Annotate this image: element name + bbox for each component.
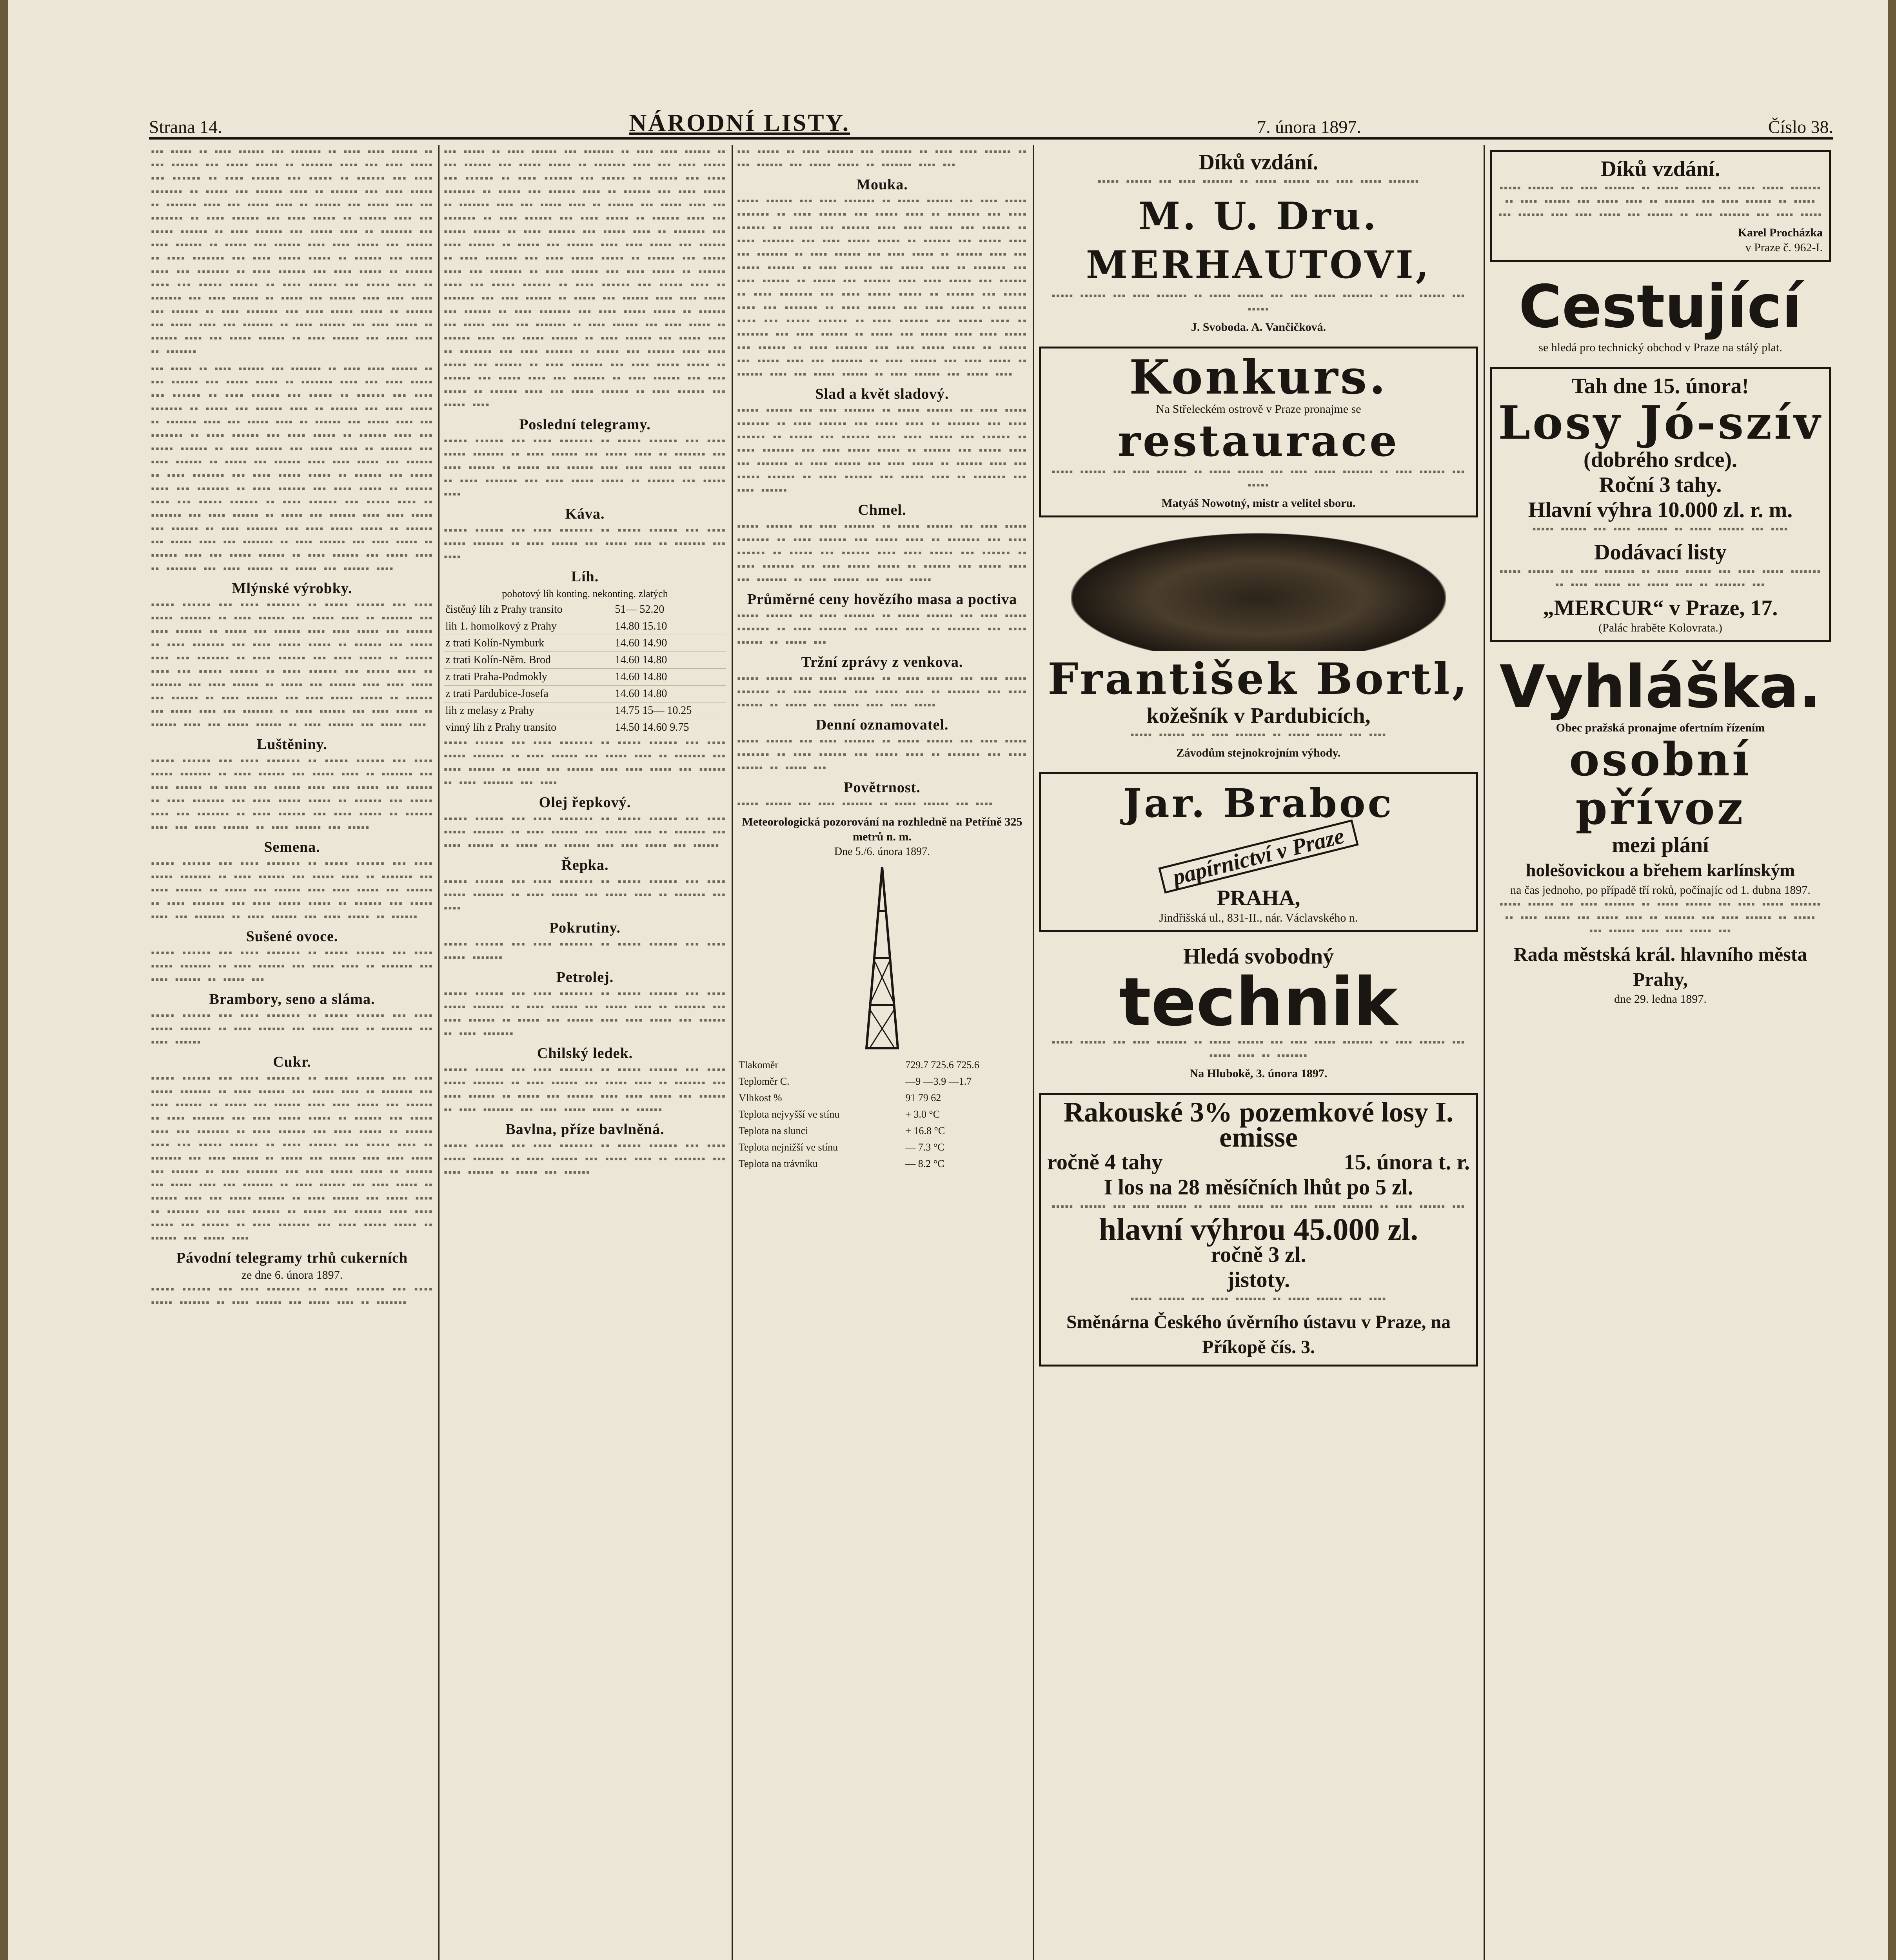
fur-illustration (1071, 533, 1446, 651)
section-heading: Chmel. (858, 502, 906, 518)
ad-location: holešovickou a břehem karlínským (1526, 860, 1795, 880)
ad-text: ▪▪▪▪▪ ▪▪▪▪▪▪ ▪▪▪ ▪▪▪▪ ▪▪▪▪▪▪▪ ▪▪ ▪▪▪▪▪ ▪▪▪▪▪▪ ▪▪▪ ▪▪▪▪ ▪▪▪▪▪ ▪▪▪▪▪▪▪ ▪▪ ▪▪▪▪ ▪▪▪▪▪▪ ▪▪▪ ▪▪▪▪▪ (1052, 290, 1466, 315)
scan-edge-right (1888, 0, 1896, 1960)
row-label: čistěný líh z Prahy transito (444, 601, 613, 618)
petrin-tower-illustration (823, 864, 941, 1052)
article-text: ▪▪▪▪▪ ▪▪▪▪▪▪ ▪▪▪ ▪▪▪▪ ▪▪▪▪▪▪▪ ▪▪ ▪▪▪▪▪ ▪▪▪▪▪▪ ▪▪▪ ▪▪▪▪ ▪▪▪▪▪ ▪▪▪▪▪▪▪ ▪▪ ▪▪▪▪ ▪▪▪▪▪▪ ▪▪▪ ▪▪▪▪▪ ▪▪▪▪ ▪▪ ▪▪▪▪▪▪▪ ▪▪▪ ▪▪▪▪ ▪▪▪▪▪▪ ▪▪ ▪▪▪▪▪ ▪▪▪ ▪▪▪▪▪▪ ▪▪▪▪ ▪▪▪▪ ▪▪▪▪▪ ▪▪▪ ▪▪▪▪▪▪ ▪▪ ▪▪▪▪ ▪▪▪▪▪▪▪ ▪▪▪ ▪▪▪▪ (444, 737, 726, 788)
ad-thanks-prochazka (1490, 150, 1831, 262)
column-3 (737, 145, 1027, 1960)
ad-pozemkove-losy (1039, 1093, 1478, 1367)
article-text: ▪▪▪▪▪ ▪▪▪▪▪▪ ▪▪▪ ▪▪▪▪ ▪▪▪▪▪▪▪ ▪▪ ▪▪▪▪▪ ▪▪▪▪▪▪ ▪▪▪ ▪▪▪▪ ▪▪▪▪▪ ▪▪▪▪▪▪▪ ▪▪ ▪▪▪▪ ▪▪▪▪▪▪ ▪▪▪ ▪▪▪▪▪ ▪▪▪▪ ▪▪ ▪▪▪▪▪▪▪ ▪▪▪ ▪▪▪▪ ▪▪▪▪▪▪ ▪▪ ▪▪▪▪▪ ▪▪▪ ▪▪▪▪▪▪ ▪▪▪▪ ▪▪▪▪ ▪▪▪▪▪ (737, 673, 1027, 711)
row-values: — 7.3 °C (905, 1142, 944, 1153)
meteo-date: Dne 5./6. února 1897. (834, 846, 930, 858)
ad-technik (1039, 939, 1478, 1086)
row-label: z trati Kolín-Nymburk (444, 635, 613, 652)
ad-city: PRAHA, (1217, 886, 1300, 910)
ad-name: František Bortl, (1048, 653, 1469, 704)
issue-number: Číslo 38. (1768, 117, 1833, 137)
row-label: vinný líh z Prahy transito (444, 719, 613, 736)
article-text: ▪▪▪▪▪ ▪▪▪▪▪▪ ▪▪▪ ▪▪▪▪ ▪▪▪▪▪▪▪ ▪▪ ▪▪▪▪▪ ▪▪▪▪▪▪ ▪▪▪ ▪▪▪▪ ▪▪▪▪▪ ▪▪▪▪▪▪▪ ▪▪ ▪▪▪▪ ▪▪▪▪▪▪ ▪▪▪ ▪▪▪▪▪ ▪▪▪▪ ▪▪ ▪▪▪▪▪▪▪ ▪▪▪ ▪▪▪▪ ▪▪▪▪▪▪ ▪▪ ▪▪▪▪▪ ▪▪▪ (151, 947, 433, 985)
section-heading: Poslední telegramy. (519, 416, 651, 433)
row-values: 91 79 62 (905, 1092, 941, 1103)
article-text: ▪▪▪▪▪ ▪▪▪▪▪▪ ▪▪▪ ▪▪▪▪ ▪▪▪▪▪▪▪ ▪▪ ▪▪▪▪▪ ▪▪▪▪▪▪ ▪▪▪ ▪▪▪▪ ▪▪▪▪▪ ▪▪▪▪▪▪▪ (444, 938, 726, 963)
ad-date: dne 29. ledna 1897. (1614, 993, 1707, 1005)
section-heading: Semena. (264, 839, 320, 855)
section-heading: Řepka. (561, 857, 609, 873)
ad-line: se hledá pro technický obchod v Praze na stálý plat. (1538, 341, 1782, 354)
table-row (444, 669, 726, 686)
ad-text: ▪▪▪▪▪ ▪▪▪▪▪▪ ▪▪▪ ▪▪▪▪ ▪▪▪▪▪▪▪ ▪▪ ▪▪▪▪▪ ▪▪▪▪▪▪ ▪▪▪ ▪▪▪▪ ▪▪▪▪▪ ▪▪▪▪▪▪▪ ▪▪ ▪▪▪▪ ▪▪▪▪▪▪ ▪▪▪ ▪▪▪▪▪ (1052, 466, 1466, 491)
lih-table-caption: pohotový líh konting. nekonting. zlatých (502, 588, 668, 599)
ad-text: ▪▪▪▪▪ ▪▪▪▪▪▪ ▪▪▪ ▪▪▪▪ ▪▪▪▪▪▪▪ ▪▪ ▪▪▪▪▪ ▪▪▪▪▪▪ ▪▪▪ ▪▪▪▪ (1532, 523, 1789, 535)
row-values: 14.75 15— 10.25 (613, 702, 726, 719)
ad-konkurs (1039, 347, 1478, 517)
ad-yearly: ročně 3 zl. (1211, 1243, 1306, 1267)
section-subheading: ze dne 6. února 1897. (241, 1269, 343, 1281)
ad-name: Jar. Braboc (1123, 780, 1394, 826)
row-values: 14.60 14.80 (613, 686, 726, 702)
ad-signature: Rada městská král. hlavního města Prahy, (1513, 943, 1807, 990)
row-label: Teplota nejvyšší ve stínu (739, 1109, 840, 1120)
ad-signature: J. Svoboda. A. Vančičková. (1191, 321, 1326, 334)
ad-text: ▪▪▪▪▪ ▪▪▪▪▪▪ ▪▪▪ ▪▪▪▪ ▪▪▪▪▪▪▪ ▪▪ ▪▪▪▪▪ ▪▪▪▪▪▪ ▪▪▪ ▪▪▪▪ ▪▪▪▪▪ ▪▪▪▪▪▪▪ ▪▪ ▪▪▪▪ ▪▪▪▪▪▪ ▪▪▪ ▪▪▪▪▪ ▪▪▪▪ ▪▪ ▪▪▪▪▪▪▪ ▪▪▪ ▪▪▪▪ ▪▪▪▪▪▪ ▪▪ ▪▪▪▪▪ ▪▪▪ ▪▪▪▪▪▪ ▪▪▪▪ ▪▪▪▪ ▪▪▪▪▪ ▪▪▪ ▪▪▪▪▪▪ ▪▪ ▪▪▪▪ ▪▪▪▪▪▪▪ ▪▪▪ ▪▪▪▪ ▪▪▪▪▪ (1498, 182, 1823, 220)
page-number: Strana 14. (149, 117, 222, 137)
ad-text: ▪▪▪▪▪ ▪▪▪▪▪▪ ▪▪▪ ▪▪▪▪ ▪▪▪▪▪▪▪ ▪▪ ▪▪▪▪▪ ▪▪▪▪▪▪ ▪▪▪ ▪▪▪▪ ▪▪▪▪▪ ▪▪▪▪▪▪▪ ▪▪ ▪▪▪▪ ▪▪▪▪▪▪ ▪▪▪ ▪▪▪▪▪ ▪▪▪▪ ▪▪ ▪▪▪▪▪▪▪ ▪▪▪ ▪▪▪▪ ▪▪▪▪▪▪ ▪▪ ▪▪▪▪▪ ▪▪▪ ▪▪▪▪▪▪ ▪▪▪▪ ▪▪▪▪ ▪▪▪▪▪ ▪▪▪ (1499, 898, 1822, 936)
column-4 (1039, 145, 1478, 1960)
column-rule (732, 145, 733, 1960)
row-label: Teploměr C. (739, 1076, 790, 1087)
ad-vyhlaska (1490, 649, 1831, 1011)
ad-text: ▪▪▪▪▪ ▪▪▪▪▪▪ ▪▪▪ ▪▪▪▪ ▪▪▪▪▪▪▪ ▪▪ ▪▪▪▪▪ ▪▪▪▪▪▪ ▪▪▪ ▪▪▪▪ (1130, 729, 1387, 740)
row-values: 729.7 725.6 725.6 (905, 1059, 979, 1071)
ad-prize: Hlavní výhra 10.000 zl. r. m. (1528, 498, 1793, 522)
section-heading: Denní oznamovatel. (815, 717, 949, 733)
ad-big-text: technik (1119, 964, 1398, 1041)
row-values: —9 —3.9 —1.7 (905, 1076, 972, 1087)
article-text: ▪▪▪▪▪ ▪▪▪▪▪▪ ▪▪▪ ▪▪▪▪ ▪▪▪▪▪▪▪ ▪▪ ▪▪▪▪▪ ▪▪▪▪▪▪ ▪▪▪ ▪▪▪▪ ▪▪▪▪▪ ▪▪▪▪▪▪▪ ▪▪ ▪▪▪▪ ▪▪▪▪▪▪ ▪▪▪ ▪▪▪▪▪ ▪▪▪▪ ▪▪ ▪▪▪▪▪▪▪ ▪▪▪ ▪▪▪▪ ▪▪▪▪▪▪ ▪▪ ▪▪▪▪▪ ▪▪▪ ▪▪▪▪▪▪ ▪▪▪▪ ▪▪▪▪ ▪▪▪▪▪ ▪▪▪ ▪▪▪▪▪▪ ▪▪ ▪▪▪▪ ▪▪▪▪▪▪▪ ▪▪▪ ▪▪▪▪ ▪▪▪▪▪ ▪▪▪▪▪ ▪▪ ▪▪▪▪▪▪ ▪▪▪ ▪▪▪▪▪ ▪▪▪▪ ▪▪▪ ▪▪▪▪▪▪▪ ▪▪ ▪▪▪▪ ▪▪▪▪▪▪ ▪▪▪ ▪▪▪▪ ▪▪▪▪▪ ▪▪ ▪▪▪▪▪▪ ▪▪▪▪ ▪▪▪ ▪▪▪▪▪ ▪▪▪▪▪▪ ▪▪ ▪▪▪▪ ▪▪▪▪▪▪ ▪▪▪ ▪▪▪▪▪ ▪▪▪▪ ▪▪ ▪▪▪▪▪▪▪ ▪▪▪ ▪▪▪▪ ▪▪▪▪▪▪ ▪▪ ▪▪▪▪▪ ▪▪▪ ▪▪▪▪▪▪ ▪▪▪▪ ▪▪▪▪ ▪▪▪▪▪ ▪▪▪ ▪▪▪▪▪▪ ▪▪ ▪▪▪▪ ▪▪▪▪▪▪▪ ▪▪▪ ▪▪▪▪ ▪▪▪▪▪ ▪▪▪▪▪ ▪▪ ▪▪▪▪▪▪ ▪▪▪ ▪▪▪▪▪ ▪▪▪▪ ▪▪▪ ▪▪▪▪▪▪▪ ▪▪ ▪▪▪▪ ▪▪▪▪▪▪ ▪▪▪ ▪▪▪▪ ▪▪▪▪▪ ▪▪ ▪▪▪▪▪▪ ▪▪▪▪ ▪▪▪ ▪▪▪▪▪ ▪▪▪▪▪▪ ▪▪ ▪▪▪▪ ▪▪▪▪▪▪ ▪▪▪ ▪▪▪▪▪ ▪▪▪▪ ▪▪ ▪▪▪▪▪▪▪ ▪▪▪ ▪▪▪▪ ▪▪▪▪▪▪ ▪▪ ▪▪▪▪▪ ▪▪▪ ▪▪▪▪▪▪ ▪▪▪▪ ▪▪▪▪ ▪▪▪▪▪ ▪▪▪ ▪▪▪▪▪▪ ▪▪ ▪▪▪▪ ▪▪▪▪▪▪▪ ▪▪▪ ▪▪▪▪ ▪▪▪▪▪ ▪▪▪▪▪ ▪▪ ▪▪▪▪▪▪ ▪▪▪ ▪▪▪▪▪ ▪▪▪▪ (151, 1073, 433, 1244)
market-report-text: ▪▪▪ ▪▪▪▪▪ ▪▪ ▪▪▪▪ ▪▪▪▪▪▪ ▪▪▪ ▪▪▪▪▪▪▪ ▪▪ ▪▪▪▪ ▪▪▪▪ ▪▪▪▪▪▪ ▪▪ ▪▪▪ ▪▪▪▪▪▪ ▪▪▪ ▪▪▪▪▪ ▪▪▪▪▪ ▪▪ ▪▪▪▪▪▪▪ ▪▪▪▪ ▪▪▪ ▪▪▪▪ ▪▪▪▪▪ ▪▪▪ ▪▪▪▪▪▪ ▪▪ ▪▪▪▪ ▪▪▪▪▪▪ ▪▪▪ ▪▪▪▪▪ ▪▪ ▪▪▪▪▪▪ ▪▪▪ ▪▪▪▪ ▪▪▪▪▪▪▪ ▪▪ ▪▪▪▪▪ ▪▪▪ ▪▪▪▪▪▪ ▪▪▪▪ ▪▪ ▪▪▪▪▪▪ ▪▪▪ ▪▪▪▪ ▪▪▪▪▪ ▪▪ ▪▪▪▪▪▪▪ ▪▪▪▪ ▪▪▪ ▪▪▪▪▪ ▪▪▪▪ ▪▪ ▪▪▪▪▪▪ ▪▪▪ ▪▪▪▪▪ ▪▪▪▪ ▪▪▪ ▪▪▪▪▪▪▪ ▪▪ ▪▪▪▪ ▪▪▪▪▪▪ ▪▪▪ ▪▪▪▪ ▪▪▪▪▪ ▪▪ ▪▪▪▪▪▪ ▪▪▪▪ ▪▪▪ ▪▪▪▪▪ ▪▪▪▪▪▪ ▪▪ ▪▪▪▪ ▪▪▪▪▪▪ ▪▪▪ ▪▪▪▪▪ ▪▪▪▪ ▪▪ ▪▪▪▪▪▪▪ ▪▪▪ ▪▪▪▪ ▪▪▪▪▪▪ ▪▪ ▪▪▪▪▪ ▪▪▪ ▪▪▪▪▪▪ ▪▪▪▪ ▪▪▪▪ ▪▪▪▪▪ ▪▪▪ ▪▪▪▪▪▪ ▪▪ ▪▪▪▪ ▪▪▪▪▪▪▪ ▪▪▪ ▪▪▪▪ ▪▪▪▪▪ ▪▪▪▪▪ ▪▪ ▪▪▪▪▪▪ ▪▪▪ ▪▪▪▪▪ ▪▪▪▪ ▪▪▪ ▪▪▪▪▪▪▪ ▪▪ ▪▪▪▪ ▪▪▪▪▪▪ ▪▪▪ ▪▪▪▪ ▪▪▪▪▪ ▪▪ ▪▪▪▪▪▪ ▪▪▪▪ ▪▪▪ ▪▪▪▪▪ ▪▪▪▪▪▪ ▪▪ ▪▪▪▪ ▪▪▪▪▪▪ ▪▪▪ ▪▪▪▪▪ ▪▪▪▪ ▪▪ ▪▪▪▪▪▪▪ ▪▪▪ ▪▪▪▪ ▪▪▪▪▪▪ ▪▪ ▪▪▪▪▪ ▪▪▪ ▪▪▪▪▪▪ ▪▪▪▪ ▪▪▪▪ ▪▪▪▪▪ ▪▪▪ ▪▪▪▪▪▪ ▪▪ ▪▪▪▪ ▪▪▪▪▪▪▪ ▪▪▪ ▪▪▪▪ ▪▪▪▪▪ ▪▪▪▪▪ ▪▪ ▪▪▪▪▪▪ ▪▪▪ ▪▪▪▪▪ ▪▪▪▪ ▪▪▪ ▪▪▪▪▪▪▪ ▪▪ ▪▪▪▪ ▪▪▪▪▪▪ ▪▪▪ ▪▪▪▪ ▪▪▪▪▪ ▪▪ ▪▪▪▪▪▪ ▪▪▪▪ ▪▪▪ ▪▪▪▪▪ ▪▪▪▪▪▪ ▪▪ ▪▪▪▪ ▪▪▪▪▪▪ ▪▪▪ ▪▪▪▪▪ ▪▪▪▪ ▪▪ ▪▪▪▪▪▪▪ ▪▪▪ ▪▪▪▪ ▪▪▪▪▪▪ ▪▪ ▪▪▪▪▪ ▪▪▪ ▪▪▪▪▪▪ ▪▪▪▪ (151, 363, 433, 574)
section-heading: Průměrné ceny hovězího masa a poctiva (747, 591, 1017, 608)
ad-text: ▪▪▪▪▪ ▪▪▪▪▪▪ ▪▪▪ ▪▪▪▪ ▪▪▪▪▪▪▪ ▪▪ ▪▪▪▪▪ ▪▪▪▪▪▪ ▪▪▪ ▪▪▪▪ (1130, 1293, 1387, 1305)
ad-row (1047, 1150, 1470, 1175)
column-5 (1490, 145, 1831, 1960)
table-row (737, 1073, 1027, 1090)
market-report-text: ▪▪▪ ▪▪▪▪▪ ▪▪ ▪▪▪▪ ▪▪▪▪▪▪ ▪▪▪ ▪▪▪▪▪▪▪ ▪▪ ▪▪▪▪ ▪▪▪▪ ▪▪▪▪▪▪ ▪▪ ▪▪▪ ▪▪▪▪▪▪ ▪▪▪ ▪▪▪▪▪ ▪▪▪▪▪ ▪▪ ▪▪▪▪▪▪▪ ▪▪▪▪ ▪▪▪ ▪▪▪▪ ▪▪▪▪▪ ▪▪▪ ▪▪▪▪▪▪ ▪▪ ▪▪▪▪ ▪▪▪▪▪▪ ▪▪▪ ▪▪▪▪▪ ▪▪ ▪▪▪▪▪▪ ▪▪▪ ▪▪▪▪ ▪▪▪▪▪▪▪ ▪▪ ▪▪▪▪▪ ▪▪▪ ▪▪▪▪▪▪ ▪▪▪▪ ▪▪ ▪▪▪▪▪▪ ▪▪▪ ▪▪▪▪ ▪▪▪▪▪ ▪▪ ▪▪▪▪▪▪▪ ▪▪▪▪ ▪▪▪ ▪▪▪▪▪ ▪▪▪▪ ▪▪ ▪▪▪▪▪▪ ▪▪▪ ▪▪▪▪▪ ▪▪▪▪ ▪▪▪ ▪▪▪▪▪▪▪ ▪▪ ▪▪▪▪ ▪▪▪▪▪▪ ▪▪▪ ▪▪▪▪ ▪▪▪▪▪ ▪▪ ▪▪▪▪▪▪ ▪▪▪▪ ▪▪▪ ▪▪▪▪▪ ▪▪▪▪▪▪ ▪▪ ▪▪▪▪ ▪▪▪▪▪▪ ▪▪▪ ▪▪▪▪▪ ▪▪▪▪ ▪▪ ▪▪▪▪▪▪▪ ▪▪▪ ▪▪▪▪ ▪▪▪▪▪▪ ▪▪ ▪▪▪▪▪ ▪▪▪ ▪▪▪▪▪▪ ▪▪▪▪ ▪▪▪▪ ▪▪▪▪▪ ▪▪▪ ▪▪▪▪▪▪ ▪▪ ▪▪▪▪ ▪▪▪▪▪▪▪ ▪▪▪ ▪▪▪▪ ▪▪▪▪▪ ▪▪▪▪▪ ▪▪ ▪▪▪▪▪▪ ▪▪▪ ▪▪▪▪▪ ▪▪▪▪ ▪▪▪ ▪▪▪▪▪▪▪ ▪▪ ▪▪▪▪ ▪▪▪▪▪▪ ▪▪▪ ▪▪▪▪ ▪▪▪▪▪ ▪▪ ▪▪▪▪▪▪ ▪▪▪▪ ▪▪▪ ▪▪▪▪▪ ▪▪▪▪▪▪ ▪▪ ▪▪▪▪ ▪▪▪▪▪▪ ▪▪▪ ▪▪▪▪▪ ▪▪▪▪ ▪▪ ▪▪▪▪▪▪▪ ▪▪▪ ▪▪▪▪ ▪▪▪▪▪▪ ▪▪ ▪▪▪▪▪ ▪▪▪ ▪▪▪▪▪▪ ▪▪▪▪ ▪▪▪▪ ▪▪▪▪▪ ▪▪▪ ▪▪▪▪▪▪ ▪▪ ▪▪▪▪ ▪▪▪▪▪▪▪ ▪▪▪ ▪▪▪▪ ▪▪▪▪▪ ▪▪▪▪▪ ▪▪ ▪▪▪▪▪▪ ▪▪▪ ▪▪▪▪▪ ▪▪▪▪ ▪▪▪ ▪▪▪▪▪▪▪ ▪▪ ▪▪▪▪ ▪▪▪▪▪▪ ▪▪▪ ▪▪▪▪ ▪▪▪▪▪ ▪▪ ▪▪▪▪▪▪ ▪▪▪▪ ▪▪▪ ▪▪▪▪▪ ▪▪▪▪▪▪ ▪▪ ▪▪▪▪ ▪▪▪▪▪▪ ▪▪▪ ▪▪▪▪▪ ▪▪▪▪ ▪▪ ▪▪▪▪▪▪▪ (151, 146, 433, 357)
newspaper-title: NÁRODNÍ LISTY. (629, 110, 850, 136)
ad-thanks-merhaut (1039, 150, 1478, 339)
row-label: lih 1. homolkový z Prahy (444, 618, 613, 635)
section-heading: Sušené ovoce. (246, 928, 338, 945)
row-label: z trati Kolín-Něm. Brod (444, 652, 613, 669)
section-heading: Pokrutiny. (549, 920, 621, 936)
article-text: ▪▪▪▪▪ ▪▪▪▪▪▪ ▪▪▪ ▪▪▪▪ ▪▪▪▪▪▪▪ ▪▪ ▪▪▪▪▪ ▪▪▪▪▪▪ ▪▪▪ ▪▪▪▪ (737, 798, 993, 809)
ad-signature: Matyáš Nowotný, mistr a velitel sboru. (1161, 497, 1356, 510)
article-text: ▪▪▪▪▪ ▪▪▪▪▪▪ ▪▪▪ ▪▪▪▪ ▪▪▪▪▪▪▪ ▪▪ ▪▪▪▪▪ ▪▪▪▪▪▪ ▪▪▪ ▪▪▪▪ ▪▪▪▪▪ ▪▪▪▪▪▪▪ ▪▪ ▪▪▪▪ ▪▪▪▪▪▪ ▪▪▪ ▪▪▪▪▪ ▪▪▪▪ ▪▪ ▪▪▪▪▪▪▪ ▪▪▪ ▪▪▪▪ ▪▪▪▪▪▪ ▪▪ ▪▪▪▪▪ ▪▪▪ (737, 735, 1027, 773)
article-text: ▪▪▪▪▪ ▪▪▪▪▪▪ ▪▪▪ ▪▪▪▪ ▪▪▪▪▪▪▪ ▪▪ ▪▪▪▪▪ ▪▪▪▪▪▪ ▪▪▪ ▪▪▪▪ ▪▪▪▪▪ ▪▪▪▪▪▪▪ ▪▪ ▪▪▪▪ ▪▪▪▪▪▪ ▪▪▪ ▪▪▪▪▪ ▪▪▪▪ ▪▪ ▪▪▪▪▪▪▪ (151, 1283, 433, 1308)
section-heading: Petrolej. (556, 969, 614, 985)
row-values: 51— 52.20 (613, 601, 726, 618)
ad-price: Roční 3 tahy. (1599, 473, 1722, 497)
ad-name: M. U. Dru. MERHAUTOVI, (1086, 194, 1431, 287)
column-rule (438, 145, 439, 1960)
row-values: 14.60 14.80 (613, 652, 726, 669)
section-heading: Bavlna, příze bavlněná. (505, 1121, 665, 1138)
row-values: + 3.0 °C (905, 1109, 940, 1120)
ad-city: v Praze č. 962-I. (1745, 241, 1823, 254)
article-text: ▪▪▪▪▪ ▪▪▪▪▪▪ ▪▪▪ ▪▪▪▪ ▪▪▪▪▪▪▪ ▪▪ ▪▪▪▪▪ ▪▪▪▪▪▪ ▪▪▪ ▪▪▪▪ ▪▪▪▪▪ ▪▪▪▪▪▪▪ ▪▪ ▪▪▪▪ ▪▪▪▪▪▪ ▪▪▪ ▪▪▪▪▪ ▪▪▪▪ ▪▪ ▪▪▪▪▪▪▪ ▪▪▪ ▪▪▪▪ ▪▪▪▪▪▪ ▪▪ ▪▪▪▪▪ ▪▪▪ ▪▪▪▪▪▪ ▪▪▪▪ ▪▪▪▪ ▪▪▪▪▪ ▪▪▪ ▪▪▪▪▪▪ ▪▪ ▪▪▪▪ ▪▪▪▪▪▪▪ ▪▪▪ ▪▪▪▪ ▪▪▪▪▪ ▪▪▪▪▪ ▪▪ ▪▪▪▪▪▪ (444, 1064, 726, 1115)
article-text: ▪▪▪▪▪ ▪▪▪▪▪▪ ▪▪▪ ▪▪▪▪ ▪▪▪▪▪▪▪ ▪▪ ▪▪▪▪▪ ▪▪▪▪▪▪ ▪▪▪ ▪▪▪▪ ▪▪▪▪▪ ▪▪▪▪▪▪▪ ▪▪ ▪▪▪▪ ▪▪▪▪▪▪ ▪▪▪ ▪▪▪▪▪ ▪▪▪▪ ▪▪ ▪▪▪▪▪▪▪ ▪▪▪ ▪▪▪▪ (444, 876, 726, 914)
section-heading: Chilský ledek. (537, 1045, 633, 1062)
column-1 (151, 145, 433, 1960)
table-row (444, 601, 726, 618)
ad-title: Vyhláška. (1499, 653, 1822, 721)
meteo-table (737, 1057, 1027, 1172)
article-text: ▪▪▪▪▪ ▪▪▪▪▪▪ ▪▪▪ ▪▪▪▪ ▪▪▪▪▪▪▪ ▪▪ ▪▪▪▪▪ ▪▪▪▪▪▪ ▪▪▪ ▪▪▪▪ ▪▪▪▪▪ ▪▪▪▪▪▪▪ ▪▪ ▪▪▪▪ ▪▪▪▪▪▪ ▪▪▪ ▪▪▪▪▪ ▪▪▪▪ ▪▪ ▪▪▪▪▪▪▪ ▪▪▪ ▪▪▪▪ (444, 524, 726, 563)
ad-heading: Konkurs. (1129, 350, 1388, 405)
ad-title: Rakouské 3% pozemkové losy I. emisse (1063, 1096, 1454, 1153)
row-label: Vlhkost % (739, 1092, 782, 1103)
ad-line: Závodům stejnokrojním výhody. (1176, 746, 1341, 759)
row-label: Teplota nejnižší ve stínu (739, 1142, 838, 1153)
issue-date: 7. února 1897. (1257, 117, 1361, 137)
ad-address: Jindřišská ul., 831-II., nár. Václavského n. (1159, 911, 1358, 924)
ad-footer: Směnárna Českého úvěrního ústavu v Praze, na Příkopě čís. 3. (1066, 1312, 1451, 1357)
column-2 (444, 145, 726, 1960)
row-values: 14.60 14.90 (613, 635, 726, 652)
row-label: z trati Praha-Podmokly (444, 669, 613, 686)
row-label: Tlakoměr (739, 1059, 779, 1071)
section-heading: Luštěniny. (256, 736, 328, 753)
article-text: ▪▪▪▪▪ ▪▪▪▪▪▪ ▪▪▪ ▪▪▪▪ ▪▪▪▪▪▪▪ ▪▪ ▪▪▪▪▪ ▪▪▪▪▪▪ ▪▪▪ ▪▪▪▪ ▪▪▪▪▪ ▪▪▪▪▪▪▪ ▪▪ ▪▪▪▪ ▪▪▪▪▪▪ ▪▪▪ ▪▪▪▪▪ ▪▪▪▪ ▪▪ ▪▪▪▪▪▪▪ ▪▪▪ ▪▪▪▪ ▪▪▪▪▪▪ (151, 1010, 433, 1048)
column-rule (1484, 145, 1485, 1960)
row-values: — 8.2 °C (905, 1158, 944, 1169)
ad-prize: hlavní výhrou 45.000 zl. (1099, 1212, 1418, 1247)
table-row (444, 686, 726, 702)
article-text: ▪▪▪▪▪ ▪▪▪▪▪▪ ▪▪▪ ▪▪▪▪ ▪▪▪▪▪▪▪ ▪▪ ▪▪▪▪▪ ▪▪▪▪▪▪ ▪▪▪ ▪▪▪▪ ▪▪▪▪▪ ▪▪▪▪▪▪▪ ▪▪ ▪▪▪▪ ▪▪▪▪▪▪ ▪▪▪ ▪▪▪▪▪ ▪▪▪▪ ▪▪ ▪▪▪▪▪▪▪ ▪▪▪ ▪▪▪▪ ▪▪▪▪▪▪ ▪▪ ▪▪▪▪▪ ▪▪▪ ▪▪▪▪▪▪ ▪▪▪▪ ▪▪▪▪ ▪▪▪▪▪ ▪▪▪ ▪▪▪▪▪▪ ▪▪ ▪▪▪▪ ▪▪▪▪▪▪▪ ▪▪▪ ▪▪▪▪ ▪▪▪▪▪ ▪▪▪▪▪ ▪▪ ▪▪▪▪▪▪ ▪▪▪ ▪▪▪▪▪ ▪▪▪▪ ▪▪▪ ▪▪▪▪▪▪▪ ▪▪ ▪▪▪▪ ▪▪▪▪▪▪ ▪▪▪ ▪▪▪▪ ▪▪▪▪▪ ▪▪ ▪▪▪▪▪▪ ▪▪▪▪ ▪▪▪ ▪▪▪▪▪ ▪▪▪▪▪▪ ▪▪ ▪▪▪▪ ▪▪▪▪▪▪ ▪▪▪ ▪▪▪▪▪ ▪▪▪▪ ▪▪ ▪▪▪▪▪▪▪ ▪▪▪ ▪▪▪▪ ▪▪▪▪▪▪ (737, 405, 1027, 496)
article-text: ▪▪▪▪▪ ▪▪▪▪▪▪ ▪▪▪ ▪▪▪▪ ▪▪▪▪▪▪▪ ▪▪ ▪▪▪▪▪ ▪▪▪▪▪▪ ▪▪▪ ▪▪▪▪ ▪▪▪▪▪ ▪▪▪▪▪▪▪ ▪▪ ▪▪▪▪ ▪▪▪▪▪▪ ▪▪▪ ▪▪▪▪▪ ▪▪▪▪ ▪▪ ▪▪▪▪▪▪▪ ▪▪▪ ▪▪▪▪ ▪▪▪▪▪▪ ▪▪ ▪▪▪▪▪ ▪▪▪ ▪▪▪▪▪▪ ▪▪▪▪ ▪▪▪▪ ▪▪▪▪▪ ▪▪▪ ▪▪▪▪▪▪ (444, 813, 726, 851)
article-text: ▪▪▪▪▪ ▪▪▪▪▪▪ ▪▪▪ ▪▪▪▪ ▪▪▪▪▪▪▪ ▪▪ ▪▪▪▪▪ ▪▪▪▪▪▪ ▪▪▪ ▪▪▪▪ ▪▪▪▪▪ ▪▪▪▪▪▪▪ ▪▪ ▪▪▪▪ ▪▪▪▪▪▪ ▪▪▪ ▪▪▪▪▪ ▪▪▪▪ ▪▪ ▪▪▪▪▪▪▪ ▪▪▪ ▪▪▪▪ ▪▪▪▪▪▪ ▪▪ ▪▪▪▪▪ ▪▪▪ ▪▪▪▪▪▪ ▪▪▪▪ ▪▪▪▪ ▪▪▪▪▪ ▪▪▪ ▪▪▪▪▪▪ ▪▪ ▪▪▪▪ ▪▪▪▪▪▪▪ ▪▪▪ ▪▪▪▪ ▪▪▪▪▪ ▪▪▪▪▪ ▪▪ ▪▪▪▪▪▪ ▪▪▪ ▪▪▪▪▪ ▪▪▪▪ ▪▪▪ ▪▪▪▪▪▪▪ ▪▪ ▪▪▪▪ ▪▪▪▪▪▪ ▪▪▪ ▪▪▪▪ ▪▪▪▪▪ ▪▪ ▪▪▪▪▪▪ ▪▪▪▪ ▪▪▪ ▪▪▪▪▪ ▪▪▪▪▪▪ ▪▪ ▪▪▪▪ ▪▪▪▪▪▪ ▪▪▪ ▪▪▪▪▪ ▪▪▪▪ ▪▪ ▪▪▪▪▪▪▪ ▪▪▪ ▪▪▪▪ ▪▪▪▪▪▪ ▪▪ ▪▪▪▪▪ ▪▪▪ ▪▪▪▪▪▪ ▪▪▪▪ ▪▪▪▪ ▪▪▪▪▪ ▪▪▪ ▪▪▪▪▪▪ ▪▪ ▪▪▪▪ ▪▪▪▪▪▪▪ ▪▪▪ ▪▪▪▪ ▪▪▪▪▪ ▪▪▪▪▪ ▪▪ ▪▪▪▪▪▪ ▪▪▪ ▪▪▪▪▪ ▪▪▪▪ ▪▪▪ ▪▪▪▪▪▪▪ ▪▪ ▪▪▪▪ ▪▪▪▪▪▪ ▪▪▪ ▪▪▪▪ ▪▪▪▪▪ ▪▪ ▪▪▪▪▪▪ ▪▪▪▪ ▪▪▪ ▪▪▪▪▪ ▪▪▪▪▪▪ ▪▪ ▪▪▪▪ ▪▪▪▪▪▪ ▪▪▪ ▪▪▪▪▪ ▪▪▪▪ ▪▪ ▪▪▪▪▪▪▪ ▪▪▪ ▪▪▪▪ ▪▪▪▪▪▪ ▪▪ ▪▪▪▪▪ ▪▪▪ ▪▪▪▪▪▪ ▪▪▪▪ ▪▪▪▪ ▪▪▪▪▪ ▪▪▪ ▪▪▪▪▪▪ ▪▪ ▪▪▪▪ ▪▪▪▪▪▪▪ ▪▪▪ ▪▪▪▪ ▪▪▪▪▪ ▪▪▪▪▪ ▪▪ ▪▪▪▪▪▪ ▪▪▪ ▪▪▪▪▪ ▪▪▪▪ ▪▪▪ ▪▪▪▪▪▪▪ ▪▪ ▪▪▪▪ ▪▪▪▪▪▪ ▪▪▪ ▪▪▪▪ ▪▪▪▪▪ ▪▪ ▪▪▪▪▪▪ ▪▪▪▪ ▪▪▪ ▪▪▪▪▪ ▪▪▪▪▪▪ ▪▪ ▪▪▪▪ ▪▪▪▪▪▪ ▪▪▪ ▪▪▪▪▪ ▪▪▪▪ (737, 195, 1027, 380)
article-text: ▪▪▪▪▪ ▪▪▪▪▪▪ ▪▪▪ ▪▪▪▪ ▪▪▪▪▪▪▪ ▪▪ ▪▪▪▪▪ ▪▪▪▪▪▪ ▪▪▪ ▪▪▪▪ ▪▪▪▪▪ ▪▪▪▪▪▪▪ ▪▪ ▪▪▪▪ ▪▪▪▪▪▪ ▪▪▪ ▪▪▪▪▪ ▪▪▪▪ ▪▪ ▪▪▪▪▪▪▪ ▪▪▪ ▪▪▪▪ ▪▪▪▪▪▪ ▪▪ ▪▪▪▪▪ ▪▪▪ ▪▪▪▪▪▪ ▪▪▪▪ ▪▪▪▪ ▪▪▪▪▪ ▪▪▪ ▪▪▪▪▪▪ ▪▪ ▪▪▪▪ ▪▪▪▪▪▪▪ ▪▪▪ ▪▪▪▪ ▪▪▪▪▪ ▪▪▪▪▪ ▪▪ ▪▪▪▪▪▪ ▪▪▪ ▪▪▪▪▪ ▪▪▪▪ ▪▪▪ ▪▪▪▪▪▪▪ ▪▪ ▪▪▪▪ ▪▪▪▪▪▪ ▪▪▪ ▪▪▪▪ ▪▪▪▪▪ (737, 521, 1027, 585)
table-row (444, 719, 726, 736)
ad-right: 15. února t. r. (1344, 1150, 1470, 1174)
article-text: ▪▪▪▪▪ ▪▪▪▪▪▪ ▪▪▪ ▪▪▪▪ ▪▪▪▪▪▪▪ ▪▪ ▪▪▪▪▪ ▪▪▪▪▪▪ ▪▪▪ ▪▪▪▪ ▪▪▪▪▪ ▪▪▪▪▪▪▪ ▪▪ ▪▪▪▪ ▪▪▪▪▪▪ ▪▪▪ ▪▪▪▪▪ ▪▪▪▪ ▪▪ ▪▪▪▪▪▪▪ ▪▪▪ ▪▪▪▪ ▪▪▪▪▪▪ ▪▪ ▪▪▪▪▪ ▪▪▪ ▪▪▪▪▪▪ (444, 1140, 726, 1178)
section-heading: Cukr. (273, 1054, 311, 1070)
scan-edge-left (0, 0, 8, 1960)
row-values: 14.80 15.10 (613, 618, 726, 635)
table-row (737, 1057, 1027, 1073)
article-text: ▪▪▪▪▪ ▪▪▪▪▪▪ ▪▪▪ ▪▪▪▪ ▪▪▪▪▪▪▪ ▪▪ ▪▪▪▪▪ ▪▪▪▪▪▪ ▪▪▪ ▪▪▪▪ ▪▪▪▪▪ ▪▪▪▪▪▪▪ ▪▪ ▪▪▪▪ ▪▪▪▪▪▪ ▪▪▪ ▪▪▪▪▪ ▪▪▪▪ ▪▪ ▪▪▪▪▪▪▪ ▪▪▪ ▪▪▪▪ ▪▪▪▪▪▪ ▪▪ ▪▪▪▪▪ ▪▪▪ ▪▪▪▪▪▪ ▪▪▪▪ ▪▪▪▪ ▪▪▪▪▪ ▪▪▪ ▪▪▪▪▪▪ ▪▪ ▪▪▪▪ ▪▪▪▪▪▪▪ ▪▪▪ ▪▪▪▪ ▪▪▪▪▪ ▪▪▪▪▪ ▪▪ ▪▪▪▪▪▪ ▪▪▪ ▪▪▪▪▪ ▪▪▪▪ ▪▪▪ ▪▪▪▪▪▪▪ ▪▪ ▪▪▪▪ ▪▪▪▪▪▪ ▪▪▪ ▪▪▪▪ ▪▪▪▪▪ ▪▪ ▪▪▪▪▪▪ ▪▪▪▪ ▪▪▪ ▪▪▪▪▪ ▪▪▪▪▪▪ ▪▪ ▪▪▪▪ ▪▪▪▪▪▪ ▪▪▪ ▪▪▪▪▪ (151, 755, 433, 833)
table-row (444, 702, 726, 719)
ad-text: ▪▪▪▪▪ ▪▪▪▪▪▪ ▪▪▪ ▪▪▪▪ ▪▪▪▪▪▪▪ ▪▪ ▪▪▪▪▪ ▪▪▪▪▪▪ ▪▪▪ ▪▪▪▪ ▪▪▪▪▪ ▪▪▪▪▪▪▪ (1097, 176, 1420, 187)
table-row (737, 1123, 1027, 1139)
ad-losy-joszív (1490, 367, 1831, 642)
ad-text: ▪▪▪▪▪ ▪▪▪▪▪▪ ▪▪▪ ▪▪▪▪ ▪▪▪▪▪▪▪ ▪▪ ▪▪▪▪▪ ▪▪▪▪▪▪ ▪▪▪ ▪▪▪▪ ▪▪▪▪▪ ▪▪▪▪▪▪▪ ▪▪ ▪▪▪▪ ▪▪▪▪▪▪ ▪▪▪ ▪▪▪▪▪ ▪▪▪▪ ▪▪ ▪▪▪▪▪▪▪ (1052, 1036, 1466, 1061)
section-heading: Tržní zprávy z venkova. (801, 654, 963, 670)
ad-cestujici (1490, 269, 1831, 360)
section-heading: Povětrnost. (844, 779, 921, 796)
article-text: ▪▪▪▪▪ ▪▪▪▪▪▪ ▪▪▪ ▪▪▪▪ ▪▪▪▪▪▪▪ ▪▪ ▪▪▪▪▪ ▪▪▪▪▪▪ ▪▪▪ ▪▪▪▪ ▪▪▪▪▪ ▪▪▪▪▪▪▪ ▪▪ ▪▪▪▪ ▪▪▪▪▪▪ ▪▪▪ ▪▪▪▪▪ ▪▪▪▪ ▪▪ ▪▪▪▪▪▪▪ ▪▪▪ ▪▪▪▪ ▪▪▪▪▪▪ ▪▪ ▪▪▪▪▪ ▪▪▪ ▪▪▪▪▪▪ ▪▪▪▪ ▪▪▪▪ ▪▪▪▪▪ ▪▪▪ ▪▪▪▪▪▪ ▪▪ ▪▪▪▪ ▪▪▪▪▪▪▪ ▪▪▪ ▪▪▪▪ ▪▪▪▪▪ ▪▪▪▪▪ ▪▪ ▪▪▪▪▪▪ ▪▪▪ ▪▪▪▪▪ ▪▪▪▪ ▪▪▪ ▪▪▪▪▪▪▪ ▪▪ ▪▪▪▪ ▪▪▪▪▪▪ ▪▪▪ ▪▪▪▪ ▪▪▪▪▪ ▪▪ ▪▪▪▪▪▪ (151, 858, 433, 922)
ad-braboc (1039, 772, 1478, 932)
ad-top: Tah dne 15. února! (1571, 374, 1749, 398)
section-heading: Káva. (565, 506, 605, 522)
article-text: ▪▪▪▪▪ ▪▪▪▪▪▪ ▪▪▪ ▪▪▪▪ ▪▪▪▪▪▪▪ ▪▪ ▪▪▪▪▪ ▪▪▪▪▪▪ ▪▪▪ ▪▪▪▪ ▪▪▪▪▪ ▪▪▪▪▪▪▪ ▪▪ ▪▪▪▪ ▪▪▪▪▪▪ ▪▪▪ ▪▪▪▪▪ ▪▪▪▪ ▪▪ ▪▪▪▪▪▪▪ ▪▪▪ ▪▪▪▪ ▪▪▪▪▪▪ ▪▪ ▪▪▪▪▪ ▪▪▪ ▪▪▪▪▪▪ ▪▪▪▪ ▪▪▪▪ ▪▪▪▪▪ ▪▪▪ ▪▪▪▪▪▪ ▪▪ ▪▪▪▪ ▪▪▪▪▪▪▪ ▪▪▪ ▪▪▪▪ ▪▪▪▪▪ ▪▪▪▪▪ ▪▪ ▪▪▪▪▪▪ ▪▪▪ ▪▪▪▪▪ ▪▪▪▪ ▪▪▪ ▪▪▪▪▪▪▪ ▪▪ ▪▪▪▪ ▪▪▪▪▪▪ ▪▪▪ ▪▪▪▪ ▪▪▪▪▪ ▪▪ ▪▪▪▪▪▪ ▪▪▪▪ ▪▪▪ ▪▪▪▪▪ ▪▪▪▪▪▪ ▪▪ ▪▪▪▪ ▪▪▪▪▪▪ ▪▪▪ ▪▪▪▪▪ ▪▪▪▪ ▪▪ ▪▪▪▪▪▪▪ ▪▪▪ ▪▪▪▪ ▪▪▪▪▪▪ ▪▪ ▪▪▪▪▪ ▪▪▪ ▪▪▪▪▪▪ ▪▪▪▪ ▪▪▪▪ ▪▪▪▪▪ ▪▪▪ ▪▪▪▪▪▪ ▪▪ ▪▪▪▪ ▪▪▪▪▪▪▪ ▪▪▪ ▪▪▪▪ ▪▪▪▪▪ ▪▪▪▪▪ ▪▪ ▪▪▪▪▪▪ ▪▪▪ ▪▪▪▪▪ ▪▪▪▪ ▪▪▪ ▪▪▪▪▪▪▪ ▪▪ ▪▪▪▪ ▪▪▪▪▪▪ ▪▪▪ ▪▪▪▪ ▪▪▪▪▪ ▪▪ ▪▪▪▪▪▪ ▪▪▪▪ ▪▪▪ ▪▪▪▪▪ ▪▪▪▪▪▪ ▪▪ ▪▪▪▪ ▪▪▪▪▪▪ ▪▪▪ ▪▪▪▪▪ ▪▪▪▪ (151, 599, 433, 730)
ad-subtext: Obec pražská pronajme ofertním řízením (1556, 721, 1765, 734)
market-report-text: ▪▪▪ ▪▪▪▪▪ ▪▪ ▪▪▪▪ ▪▪▪▪▪▪ ▪▪▪ ▪▪▪▪▪▪▪ ▪▪ ▪▪▪▪ ▪▪▪▪ ▪▪▪▪▪▪ ▪▪ ▪▪▪ ▪▪▪▪▪▪ ▪▪▪ ▪▪▪▪▪ ▪▪▪▪▪ ▪▪ ▪▪▪▪▪▪▪ ▪▪▪▪ ▪▪▪ ▪▪▪▪ ▪▪▪▪▪ ▪▪▪ ▪▪▪▪▪▪ ▪▪ ▪▪▪▪ ▪▪▪▪▪▪ ▪▪▪ ▪▪▪▪▪ ▪▪ ▪▪▪▪▪▪ ▪▪▪ ▪▪▪▪ ▪▪▪▪▪▪▪ ▪▪ ▪▪▪▪▪ ▪▪▪ ▪▪▪▪▪▪ ▪▪▪▪ ▪▪ ▪▪▪▪▪▪ ▪▪▪ ▪▪▪▪ ▪▪▪▪▪ ▪▪ ▪▪▪▪▪▪▪ ▪▪▪▪ ▪▪▪ ▪▪▪▪▪ ▪▪▪▪ ▪▪ ▪▪▪▪▪▪ ▪▪▪ ▪▪▪▪▪ ▪▪▪▪ ▪▪▪ ▪▪▪▪▪▪▪ ▪▪ ▪▪▪▪ ▪▪▪▪▪▪ ▪▪▪ ▪▪▪▪ ▪▪▪▪▪ ▪▪ ▪▪▪▪▪▪ ▪▪▪▪ ▪▪▪ ▪▪▪▪▪ ▪▪▪▪▪▪ ▪▪ ▪▪▪▪ ▪▪▪▪▪▪ ▪▪▪ ▪▪▪▪▪ ▪▪▪▪ ▪▪ ▪▪▪▪▪▪▪ ▪▪▪ ▪▪▪▪ ▪▪▪▪▪▪ ▪▪ ▪▪▪▪▪ ▪▪▪ ▪▪▪▪▪▪ ▪▪▪▪ ▪▪▪▪ ▪▪▪▪▪ ▪▪▪ ▪▪▪▪▪▪ ▪▪ ▪▪▪▪ ▪▪▪▪▪▪▪ ▪▪▪ ▪▪▪▪ ▪▪▪▪▪ ▪▪▪▪▪ ▪▪ ▪▪▪▪▪▪ ▪▪▪ ▪▪▪▪▪ ▪▪▪▪ ▪▪▪ ▪▪▪▪▪▪▪ ▪▪ ▪▪▪▪ ▪▪▪▪▪▪ ▪▪▪ ▪▪▪▪ ▪▪▪▪▪ ▪▪ ▪▪▪▪▪▪ ▪▪▪▪ ▪▪▪ ▪▪▪▪▪ ▪▪▪▪▪▪ ▪▪ ▪▪▪▪ ▪▪▪▪▪▪ ▪▪▪ ▪▪▪▪▪ ▪▪▪▪ ▪▪ ▪▪▪▪▪▪▪ ▪▪▪ ▪▪▪▪ ▪▪▪▪▪▪ ▪▪ ▪▪▪▪▪ ▪▪▪ ▪▪▪▪▪▪ ▪▪▪▪ ▪▪▪▪ ▪▪▪▪▪ ▪▪▪ ▪▪▪▪▪▪ ▪▪ ▪▪▪▪ ▪▪▪▪▪▪▪ ▪▪▪ ▪▪▪▪ ▪▪▪▪▪ ▪▪▪▪▪ ▪▪ ▪▪▪▪▪▪ ▪▪▪ ▪▪▪▪▪ ▪▪▪▪ ▪▪▪ ▪▪▪▪▪▪▪ ▪▪ ▪▪▪▪ ▪▪▪▪▪▪ ▪▪▪ ▪▪▪▪ ▪▪▪▪▪ ▪▪ ▪▪▪▪▪▪ ▪▪▪▪ ▪▪▪ ▪▪▪▪▪ ▪▪▪▪▪▪ ▪▪ ▪▪▪▪ ▪▪▪▪▪▪ ▪▪▪ ▪▪▪▪▪ ▪▪▪▪ ▪▪ ▪▪▪▪▪▪▪ ▪▪▪ ▪▪▪▪ ▪▪▪▪▪▪ ▪▪ ▪▪▪▪▪ ▪▪▪ ▪▪▪▪▪▪ ▪▪▪▪ ▪▪▪▪ ▪▪▪▪▪ ▪▪▪ ▪▪▪▪▪▪ ▪▪ ▪▪▪▪ ▪▪▪▪▪▪▪ ▪▪▪ ▪▪▪▪ ▪▪▪▪▪ ▪▪▪▪▪ ▪▪ ▪▪▪▪▪▪ ▪▪▪ ▪▪▪▪▪ ▪▪▪▪ ▪▪▪ ▪▪▪▪▪▪▪ ▪▪ ▪▪▪▪ ▪▪▪▪▪▪ ▪▪▪ ▪▪▪▪ ▪▪▪▪▪ ▪▪ ▪▪▪▪▪▪ ▪▪▪▪ ▪▪▪ ▪▪▪▪▪ ▪▪▪▪▪▪ ▪▪ ▪▪▪▪ ▪▪▪▪▪▪ ▪▪▪ ▪▪▪▪▪ ▪▪▪▪ (444, 146, 726, 410)
row-values: 14.60 14.80 (613, 669, 726, 686)
ad-subtext: Na Střeleckém ostrově v Praze pronajme se (1156, 403, 1361, 416)
ad-bank: „MERCUR“ v Praze, 17. (1543, 596, 1778, 620)
ad-mid: I los na 28 měsíčních lhůt po 5 zl. (1104, 1175, 1413, 1200)
ad-big-text: restaurace (1117, 416, 1400, 466)
article-text: ▪▪▪▪▪ ▪▪▪▪▪▪ ▪▪▪ ▪▪▪▪ ▪▪▪▪▪▪▪ ▪▪ ▪▪▪▪▪ ▪▪▪▪▪▪ ▪▪▪ ▪▪▪▪ ▪▪▪▪▪ ▪▪▪▪▪▪▪ ▪▪ ▪▪▪▪ ▪▪▪▪▪▪ ▪▪▪ ▪▪▪▪▪ ▪▪▪▪ ▪▪ ▪▪▪▪▪▪▪ ▪▪▪ ▪▪▪▪ ▪▪▪▪▪▪ ▪▪ ▪▪▪▪▪ ▪▪▪ ▪▪▪▪▪▪ ▪▪▪▪ ▪▪▪▪ ▪▪▪▪▪ ▪▪▪ ▪▪▪▪▪▪ ▪▪ ▪▪▪▪ ▪▪▪▪▪▪▪ (444, 988, 726, 1039)
ad-bortl-furrier (1039, 524, 1478, 765)
row-values: + 16.8 °C (905, 1125, 945, 1136)
ad-subtext: kožešník v Pardubicích, (1146, 704, 1371, 728)
ad-jistoty: jistoty. (1227, 1268, 1290, 1292)
meteo-title: Meteorologická pozorování na rozhledně na Petříně 325 metrů n. m. (742, 815, 1022, 843)
section-heading: Mouka. (856, 176, 908, 193)
table-row (444, 635, 726, 652)
section-heading: Líh. (571, 568, 599, 585)
section-heading: Olej řepkový. (539, 794, 631, 811)
table-row (444, 618, 726, 635)
article-text: ▪▪▪▪▪ ▪▪▪▪▪▪ ▪▪▪ ▪▪▪▪ ▪▪▪▪▪▪▪ ▪▪ ▪▪▪▪▪ ▪▪▪▪▪▪ ▪▪▪ ▪▪▪▪ ▪▪▪▪▪ ▪▪▪▪▪▪▪ ▪▪ ▪▪▪▪ ▪▪▪▪▪▪ ▪▪▪ ▪▪▪▪▪ ▪▪▪▪ ▪▪ ▪▪▪▪▪▪▪ ▪▪▪ ▪▪▪▪ ▪▪▪▪▪▪ ▪▪ ▪▪▪▪▪ ▪▪▪ (737, 610, 1027, 648)
row-values: 14.50 14.60 9.75 (613, 719, 726, 736)
table-row (737, 1090, 1027, 1106)
ad-signature: Karel Procházka (1738, 226, 1823, 239)
ad-line: Na Hlubokě, 3. února 1897. (1190, 1067, 1328, 1080)
table-row (737, 1139, 1027, 1156)
tower-icon (823, 864, 941, 1052)
ad-address: (Palác hraběte Kolovrata.) (1598, 621, 1722, 634)
ad-subtext: (dobrého srdce). (1584, 448, 1737, 472)
ad-heading: Díků vzdání. (1199, 150, 1318, 174)
ad-text: ▪▪▪▪▪ ▪▪▪▪▪▪ ▪▪▪ ▪▪▪▪ ▪▪▪▪▪▪▪ ▪▪ ▪▪▪▪▪ ▪▪▪▪▪▪ ▪▪▪ ▪▪▪▪ ▪▪▪▪▪ ▪▪▪▪▪▪▪ ▪▪ ▪▪▪▪ ▪▪▪▪▪▪ ▪▪▪ ▪▪▪▪▪ ▪▪▪▪ ▪▪ ▪▪▪▪▪▪▪ ▪▪▪ (1499, 566, 1822, 590)
section-heading: Pávodní telegramy trhů cukerních (176, 1250, 408, 1266)
section-heading: Mlýnské výrobky. (232, 580, 352, 597)
section-heading: Brambory, seno a sláma. (209, 991, 375, 1007)
ad-heading: Díků vzdání. (1600, 157, 1720, 181)
ad-heading: Dodávací listy (1594, 540, 1727, 564)
row-label: Teplota na trávníku (739, 1158, 818, 1169)
row-label: z trati Pardubice-Josefa (444, 686, 613, 702)
table-row (737, 1106, 1027, 1123)
article-text: ▪▪▪▪▪ ▪▪▪▪▪▪ ▪▪▪ ▪▪▪▪ ▪▪▪▪▪▪▪ ▪▪ ▪▪▪▪▪ ▪▪▪▪▪▪ ▪▪▪ ▪▪▪▪ ▪▪▪▪▪ ▪▪▪▪▪▪▪ ▪▪ ▪▪▪▪ ▪▪▪▪▪▪ ▪▪▪ ▪▪▪▪▪ ▪▪▪▪ ▪▪ ▪▪▪▪▪▪▪ ▪▪▪ ▪▪▪▪ ▪▪▪▪▪▪ ▪▪ ▪▪▪▪▪ ▪▪▪ ▪▪▪▪▪▪ ▪▪▪▪ ▪▪▪▪ ▪▪▪▪▪ ▪▪▪ ▪▪▪▪▪▪ ▪▪ ▪▪▪▪ ▪▪▪▪▪▪▪ ▪▪▪ ▪▪▪▪ ▪▪▪▪▪ ▪▪▪▪▪ ▪▪ ▪▪▪▪▪▪ ▪▪▪ ▪▪▪▪▪ ▪▪▪▪ (444, 435, 726, 500)
masthead (149, 100, 1833, 140)
column-rule (1033, 145, 1034, 1960)
ad-big-text: osobní přívoz (1569, 733, 1752, 835)
ad-mid: mezi plání (1612, 833, 1709, 857)
ad-heading: Hledá svobodný (1183, 944, 1334, 969)
table-row (737, 1156, 1027, 1172)
lih-price-table (444, 601, 726, 736)
table-row (444, 652, 726, 669)
ad-left: ročně 4 tahy (1047, 1150, 1163, 1174)
section-heading: Slad a květ sladový. (815, 386, 949, 402)
row-label: lih z melasy z Prahy (444, 702, 613, 719)
ad-big-text: Losy Jó-szív (1498, 396, 1823, 450)
row-label: Teplota na slunci (739, 1125, 808, 1136)
ad-line: na čas jednoho, po případě tří roků, počínajíc od 1. dubna 1897. (1510, 884, 1811, 897)
market-report-text: ▪▪▪ ▪▪▪▪▪ ▪▪ ▪▪▪▪ ▪▪▪▪▪▪ ▪▪▪ ▪▪▪▪▪▪▪ ▪▪ ▪▪▪▪ ▪▪▪▪ ▪▪▪▪▪▪ ▪▪ ▪▪▪ ▪▪▪▪▪▪ ▪▪▪ ▪▪▪▪▪ ▪▪▪▪▪ ▪▪ ▪▪▪▪▪▪▪ ▪▪▪▪ ▪▪▪ (737, 146, 1027, 171)
ad-stamp: papírnictví v Praze (1158, 819, 1358, 893)
ad-big-text: Cestující (1518, 273, 1802, 341)
ad-text: ▪▪▪▪▪ ▪▪▪▪▪▪ ▪▪▪ ▪▪▪▪ ▪▪▪▪▪▪▪ ▪▪ ▪▪▪▪▪ ▪▪▪▪▪▪ ▪▪▪ ▪▪▪▪ ▪▪▪▪▪ ▪▪▪▪▪▪▪ ▪▪ ▪▪▪▪ ▪▪▪▪▪▪ ▪▪▪ (1052, 1201, 1466, 1212)
